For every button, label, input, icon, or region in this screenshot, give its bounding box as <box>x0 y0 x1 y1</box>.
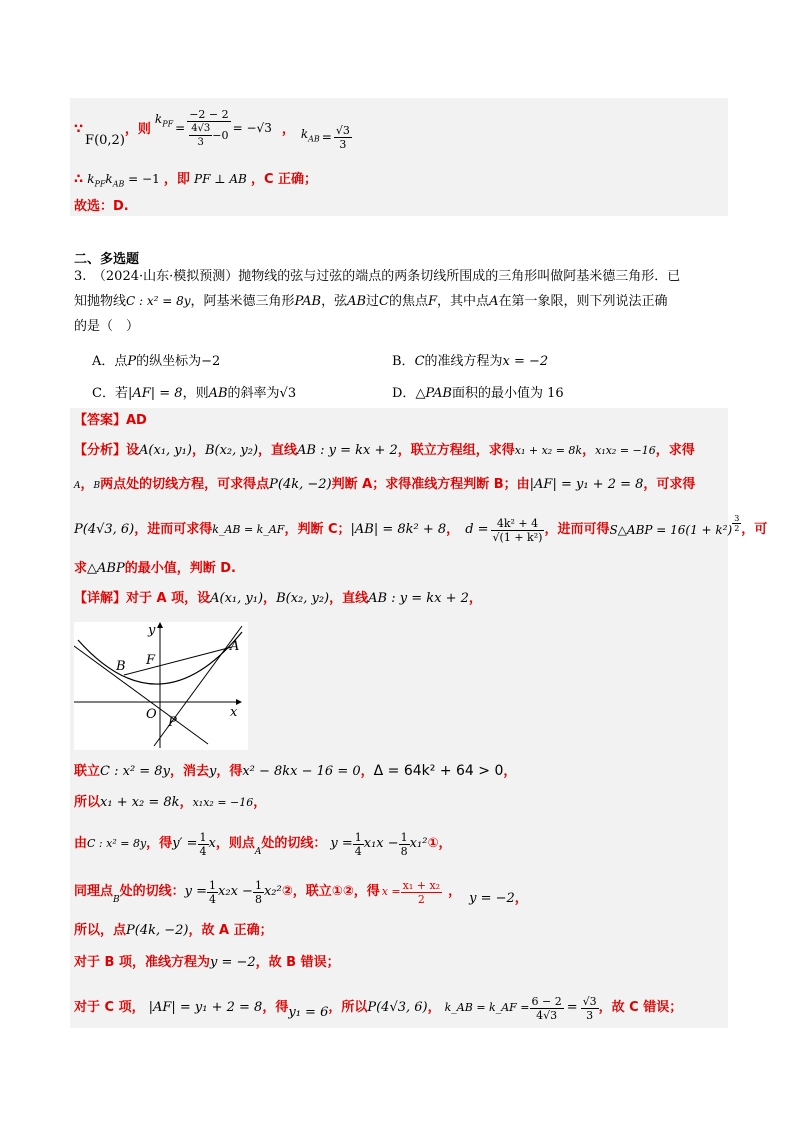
detail-line-6: 所以，点P(4k, −2)，故 A 正确； <box>74 923 273 938</box>
option-d[interactable]: D．△PAB面积的最小值为 16 <box>392 386 564 401</box>
detail-line-3: 所以x₁ + x₂ = 8k，x₁x₂ = −16， <box>74 795 267 810</box>
slope-fraction-2: $\frac{√3}{3}$ <box>582 994 597 1022</box>
detail-line-7: 对于 B 项，准线方程为y = −2，故 B 错误； <box>74 955 340 970</box>
tangent-at-b <box>74 646 208 744</box>
analysis-line-2: A，B两点处的切线方程，可求得点P(4k, −2)判断 A；求得准线方程判断 B；由|AF| = y₁ + 2 = 8，可求得 <box>74 477 696 492</box>
detail-line-8: 对于 C 项， |AF| = y₁ + 2 = 8 ，得 y₁ = 6 ，所以 P(4√3, 6) ， k_AB = k_AF = $\frac{6 - 2}{4√3}$ = $\frac{√3}{3}$ ，故 C 错误； <box>74 994 683 1022</box>
kab-fraction: $\frac{√3}{3}$ <box>335 123 350 151</box>
parabola-diagram <box>74 622 248 750</box>
intersection-x-fraction: $\frac{\text{x₁ + x₂}}{2}$ <box>402 878 441 906</box>
derivative-fraction: $\frac{1}{4}$ <box>199 830 207 858</box>
tangent-b-coef-1: $\frac{1}{4}$ <box>209 878 217 906</box>
answer-label: 【答案】AD <box>74 413 147 428</box>
detail-line-5: 同理点 B 处的切线： y = $\frac{1}{4}$ x₂x − $\frac{1}{8}$ x₂² ② ，联立①②，得 x = $\frac{\text{x₁ + x₂}}{2}$ ， y = −2 ， <box>74 878 528 906</box>
x-axis-label: x <box>230 705 238 720</box>
analysis-line-1: 【分析】设A(x₁, y₁)，B(x₂, y₂)，直线AB : y = kx + 2，联立方程组，求得x₁ + x₂ = 8k，x₁x₂ = −16，求得 <box>74 443 695 458</box>
kpf-label: $k_{PF}$ <box>154 112 174 129</box>
point-b-label: B <box>116 659 126 674</box>
top-line-2: ∴ $k_{PF}k_{AB} = -1$ ，即 PF ⊥ AB ，C 正确； <box>74 172 318 189</box>
focus-point: F(0,2) <box>85 133 125 148</box>
y-axis-label: y <box>148 623 156 638</box>
kab-label: $k_{AB}$ <box>300 127 320 144</box>
point-p-label: P <box>168 715 177 730</box>
slope-fraction-1: $\frac{6 - 2}{4√3}$ <box>531 994 562 1022</box>
distance-fraction: $\frac{\text{4k² + 4}}{\text{√(1 + k²)}}$ <box>492 516 543 544</box>
question-line-3: 的是（ ） <box>74 319 140 334</box>
kpf-fraction: −2 − 2 $\frac{4√3}{3}$ −0 <box>189 107 229 148</box>
origin-label: O <box>146 707 157 722</box>
question-line-2: 知抛物线C : x² = 8y，阿基米德三角形PAB，弦AB过C的焦点F，其中点A在第一象限，则下列说法正确 <box>74 294 668 309</box>
option-a[interactable]: A．点P的纵坐标为−2 <box>92 354 221 369</box>
top-line-1: ∵ F(0,2) ，则 $k_{PF}$ = −2 − 2 $\frac{4√3}{3}$ −0 = −√3 ， $k_{AB}$ = $\frac{√3}{3}$ <box>74 107 350 151</box>
kpf-expression: = −2 − 2 $\frac{4√3}{3}$ −0 = −√3 <box>175 107 272 148</box>
area-exponent: $\frac{3}{2}$ <box>734 513 740 533</box>
then-text: ，则 <box>124 122 151 137</box>
point-f-label: F <box>146 653 156 668</box>
tangent-a-coef-1: $\frac{1}{4}$ <box>354 830 362 858</box>
question-line-1: 3. （2024·山东·模拟预测）抛物线的弦与过弦的端点的两条切线所围成的三角形叫做阿基米德三角形．已 <box>74 269 681 284</box>
detail-line-2: 联立C : x² = 8y，消去y，得x² − 8kx − 16 = 0，Δ = 64k² + 64 > 0， <box>74 763 517 779</box>
option-b[interactable]: B．C的准线方程为x = −2 <box>392 354 549 369</box>
parabola-figure <box>74 622 248 750</box>
analysis-line-4: 求△ABP的最小值，判断 D. <box>74 561 236 576</box>
analysis-line-3: P(4√3, 6) ，进而可求得 k_AB = k_AF ，判断 C； |AB| = 8k² + 8 ， d = $\frac{\text{4k² + 4}}{\text{√(1 + k²)}}$ ，进而可得 S△ABP = 16(1 + k²) $\frac{3}{2}$ ，可 <box>74 513 768 544</box>
because-symbol: ∵ <box>74 122 84 137</box>
detail-line-1: 【详解】对于 A 项，设A(x₁, y₁)，B(x₂, y₂)，直线AB : y = kx + 2， <box>74 591 482 606</box>
tangent-b-coef-2: $\frac{1}{8}$ <box>254 878 262 906</box>
point-a-label: A <box>230 639 240 654</box>
tangent-a-coef-2: $\frac{1}{8}$ <box>400 830 408 858</box>
detail-line-4: 由 C : x² = 8y ，得 y′ = $\frac{1}{4}$ x ，则点 A 处的切线： y = $\frac{1}{4}$ x₁x − $\frac{1}{8}$ x₁² ① ， <box>74 830 452 858</box>
option-c[interactable]: C．若|AF| = 8，则AB的斜率为√3 <box>92 386 297 401</box>
y-axis-arrow <box>157 622 163 628</box>
top-line-3: 故选：D. <box>74 199 129 214</box>
section-title: 二、多选题 <box>74 252 140 267</box>
